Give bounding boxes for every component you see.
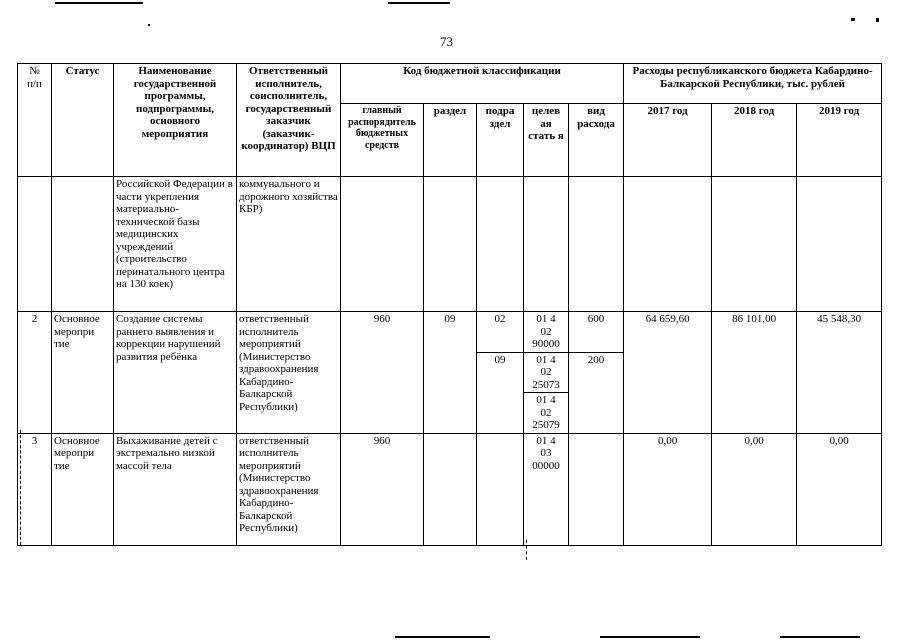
table-row bbox=[18, 433, 882, 545]
cell-name: Российской Федерации в части укрепления материально-технической базы медицинских учреждений (строительство перинатального центра на 130 коек) bbox=[114, 177, 237, 312]
cell-2019 bbox=[797, 177, 882, 312]
cell-target bbox=[524, 177, 569, 312]
cell-responsible: коммунального и дорожного хозяйства КБР) bbox=[237, 177, 341, 312]
header-bcc-group: Код бюджетной классификации bbox=[341, 64, 624, 104]
header-num: № п/п bbox=[18, 64, 52, 177]
cell-responsible: ответственный исполнитель мероприятий (Министерство здравоохранения Кабардино-Балкарской Республики) bbox=[237, 312, 341, 434]
cell-name: Выхаживание детей с экстремально низкой массой тела bbox=[114, 433, 237, 545]
cell-num bbox=[18, 177, 52, 312]
cell-2019: 0,00 bbox=[797, 433, 882, 545]
cell-status: Основное меропри тие bbox=[52, 433, 114, 545]
header-row-1 bbox=[18, 64, 882, 104]
cell-target: 01 4 02 90000 bbox=[524, 312, 569, 353]
cell-section bbox=[424, 177, 477, 312]
cell-status bbox=[52, 177, 114, 312]
cell-2018 bbox=[712, 177, 797, 312]
cell-num: 3 bbox=[18, 433, 52, 545]
cell-subsection bbox=[477, 433, 524, 545]
header-subsection: подра здел bbox=[477, 104, 524, 177]
header-name: Наименование государственной программы, подпрограммы, основного мероприятия bbox=[114, 64, 237, 177]
cell-target: 01 4 03 00000 bbox=[524, 433, 569, 545]
cell-grbs: 960 bbox=[341, 433, 424, 545]
scan-mark-bottom-a bbox=[395, 636, 490, 638]
cell-2018: 86 101,00 bbox=[712, 312, 797, 434]
cell-status: Основное меропри тие bbox=[52, 312, 114, 434]
cell-section bbox=[424, 433, 477, 545]
cell-grbs bbox=[341, 177, 424, 312]
header-year-2017: 2017 год bbox=[624, 104, 712, 177]
header-year-2019: 2019 год bbox=[797, 104, 882, 177]
cell-name: Создание системы раннего выявления и коррекции нарушений развития ребёнка bbox=[114, 312, 237, 434]
page-number: 73 bbox=[440, 34, 453, 49]
cell-2018: 0,00 bbox=[712, 433, 797, 545]
scan-mark-top-right-a bbox=[851, 18, 855, 21]
cell-2017: 64 659,60 bbox=[624, 312, 712, 434]
cell-2017 bbox=[624, 177, 712, 312]
cell-num: 2 bbox=[18, 312, 52, 434]
scan-mark-bottom-b bbox=[600, 636, 700, 638]
header-grbs: главный распорядитель бюджетных средств bbox=[341, 104, 424, 177]
cell-grbs: 960 bbox=[341, 312, 424, 434]
cell-section: 09 bbox=[424, 312, 477, 434]
cell-subsection: 09 bbox=[477, 352, 524, 433]
header-expenses-group: Расходы республиканского бюджета Кабардино-Балкарской Республики, тыс. рублей bbox=[624, 64, 882, 104]
header-year-2018: 2018 год bbox=[712, 104, 797, 177]
cell-subsection bbox=[477, 177, 524, 312]
header-type: вид расхода bbox=[569, 104, 624, 177]
cell-subsection: 02 bbox=[477, 312, 524, 353]
table-row bbox=[18, 177, 882, 312]
cell-2017: 0,00 bbox=[624, 433, 712, 545]
cell-type: 600 bbox=[569, 312, 624, 353]
scan-mark-top-left bbox=[55, 2, 143, 4]
budget-table bbox=[17, 63, 882, 546]
scan-mark-top-right-b bbox=[876, 18, 879, 22]
header-responsible: Ответственный исполнитель, соисполнитель, государственный заказчик (заказчик-координатор) ВЦП bbox=[237, 64, 341, 177]
scan-mark-top-center bbox=[388, 2, 450, 4]
header-section: раздел bbox=[424, 104, 477, 177]
cell-type: 200 bbox=[569, 352, 624, 433]
header-target: целев ая стать я bbox=[524, 104, 569, 177]
cell-target: 01 4 02 25079 bbox=[524, 393, 569, 434]
cell-type bbox=[569, 433, 624, 545]
cell-responsible: ответственный исполнитель мероприятий (Министерство здравоохранения Кабардино-Балкарской Республики) bbox=[237, 433, 341, 545]
scan-mark-bottom-c bbox=[780, 636, 860, 638]
cell-target: 01 4 02 25073 bbox=[524, 352, 569, 393]
scan-mark-dot bbox=[148, 24, 150, 26]
cell-type bbox=[569, 177, 624, 312]
header-status: Статус bbox=[52, 64, 114, 177]
cell-2019: 45 548,30 bbox=[797, 312, 882, 434]
table-row bbox=[18, 312, 882, 353]
